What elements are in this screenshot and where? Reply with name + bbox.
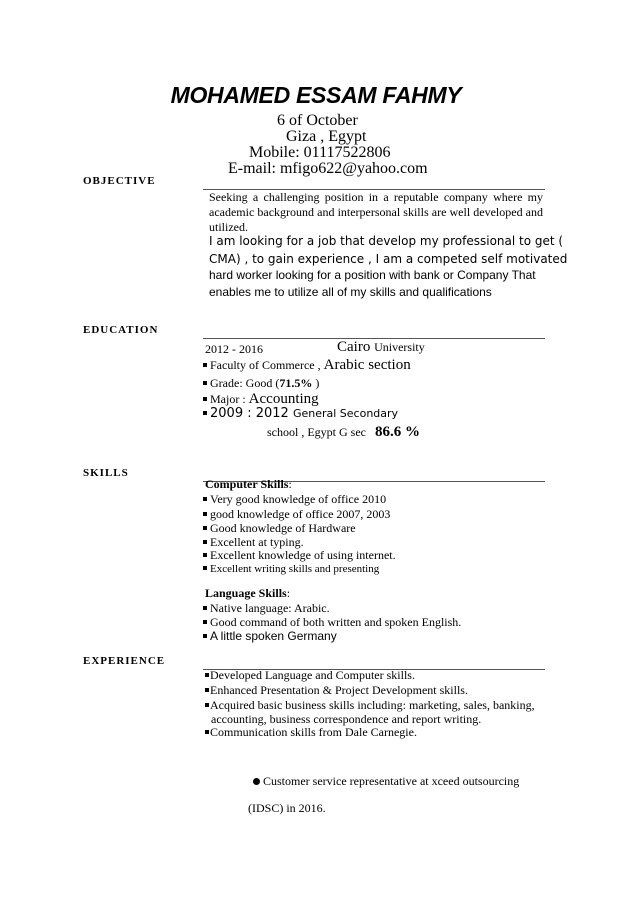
experience-item [205,698,545,713]
school-line [267,424,420,441]
bullet-icon [205,730,209,734]
bullet-icon [203,363,207,367]
grade-suffix: ) [312,376,320,390]
secondary-label: General Secondary [292,407,399,420]
language-skills-colon: : [286,586,291,600]
language-skill-item [203,615,461,630]
objective-line-2: CMA) , to gain experience , I am a competed self motivated [209,252,568,266]
faculty-item [203,357,411,374]
language-skill-text: A little spoken Germany [210,629,337,643]
bullet-icon [203,634,207,638]
bullet-icon [205,703,209,707]
computer-skill-text: Excellent at typing. [210,535,304,549]
bullet-icon [203,381,207,385]
major-label: Major : [210,392,246,406]
bullet-icon [203,411,207,415]
bullet-icon [203,497,207,501]
objective-line-3: hard worker looking for a position with bank or Company That [209,268,536,282]
computer-skills-heading [205,477,292,492]
email-address: E-mail: mfigo622@yahoo.com [228,160,428,177]
experience-text: Enhanced Presentation & Project Development skills. [210,683,468,697]
education-years: 2012 - 2016 [205,342,263,356]
objective-line-4: enables me to utilize all of my skills and qualifications [209,285,492,299]
grade-item [203,376,319,391]
experience-item [205,668,415,683]
major-value: Accounting [248,391,319,407]
computer-skill-text: Good knowledge of Hardware [210,521,356,535]
objective-heading: OBJECTIVE [83,175,156,187]
experience-item [205,683,468,698]
bullet-icon [203,540,207,544]
secondary-item [203,406,398,421]
computer-skill-text: Excellent knowledge of using internet. [210,548,396,562]
grade-prefix: Grade: Good ( [210,376,280,390]
faculty-text: Faculty of Commerce , [210,358,321,372]
computer-skill-text: good knowledge of office 2007, 2003 [210,507,391,521]
skills-heading: SKILLS [83,467,129,479]
experience-text: Developed Language and Computer skills. [210,668,415,682]
university-word: University [374,340,425,354]
bullet-icon [205,673,209,677]
language-skills-heading [205,586,290,601]
bullet-icon [203,553,207,557]
language-skill-item [203,601,330,616]
bullet-icon [203,397,207,401]
bullet-icon [203,620,207,624]
experience-continuation: accounting, business correspondence and report writing. [211,712,482,726]
computer-skill-item [203,507,390,522]
bullet-icon [203,566,207,570]
applicant-name: MOHAMED ESSAM FAHMY [170,82,462,108]
university-city-text: Cairo [337,339,371,355]
section-text: Arabic section [323,357,411,373]
objective-line-1: I am looking for a job that develop my professional to get ( [209,234,564,248]
computer-skills-colon: : [288,477,292,491]
secondary-years: 2009 : 2012 [210,406,289,421]
experience-heading: EXPERIENCE [83,655,166,667]
bullet-icon [203,512,207,516]
experience-text: Acquired basic business skills including: marketing, sales, banking, [210,698,535,712]
bullet-icon [203,526,207,530]
bullet-icon [205,688,209,692]
computer-skill-text: Excellent writing skills and presenting [210,563,380,575]
computer-skill-item [203,563,379,575]
objective-paragraph: Seeking a challenging position in a reputable company where my academic background and interpersonal skills are well developed and utilized. [209,190,543,234]
experience-text: Communication skills from Dale Carnegie. [210,725,417,739]
round-bullet-icon [253,778,260,785]
computer-skill-text: Very good knowledge of office 2010 [210,492,387,506]
grade-value: 71.5% [279,376,313,390]
address-line-2: Giza , Egypt [286,128,367,145]
university-city [337,339,425,356]
job-line-2: (IDSC) in 2016. [248,801,326,815]
job-entry [253,774,519,789]
bullet-icon [203,606,207,610]
language-skill-item [203,629,337,643]
school-score: 86.6 % [374,424,420,440]
computer-skill-item [203,492,386,507]
mobile-number: Mobile: 01117522806 [249,144,391,161]
address-line-1: 6 of October [277,112,358,129]
education-heading: EDUCATION [83,324,159,336]
experience-item [205,725,417,740]
job-line-1: Customer service representative at xceed outsourcing [263,774,520,788]
computer-skills-heading-text: Computer Skills [205,477,289,491]
language-skill-text: Native language: Arabic. [210,601,330,615]
language-skills-heading-text: Language Skills [205,586,287,600]
computer-skill-item [203,521,356,536]
computer-skill-item [203,548,396,563]
language-skill-text: Good command of both written and spoken English. [210,615,462,629]
school-text: school , Egypt G sec [267,425,366,439]
